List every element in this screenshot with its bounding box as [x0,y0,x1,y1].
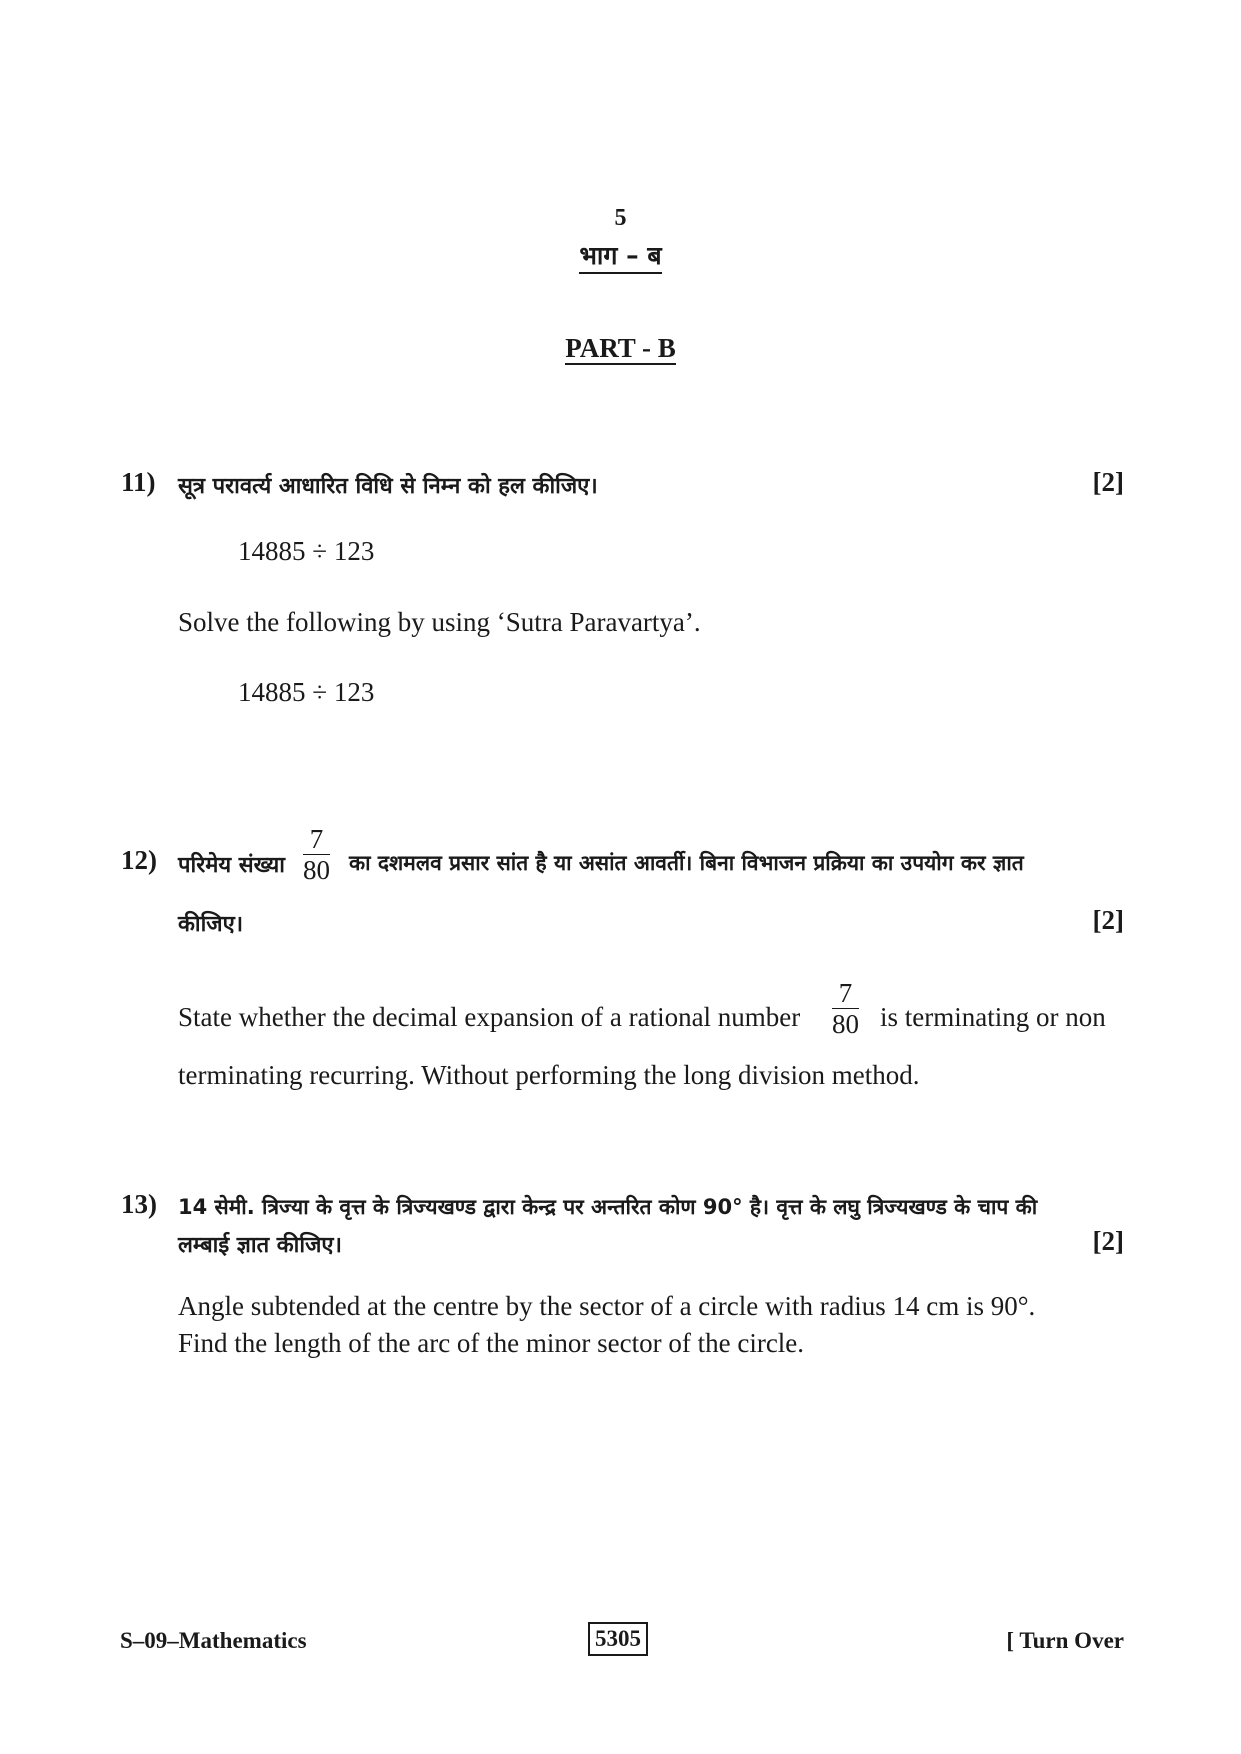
question-11-english: Solve the following by using ‘Sutra Paravartya’. [178,607,701,637]
footer-turn-over: [ Turn Over [1006,1628,1124,1653]
question-13-marks: [2] [1092,1226,1124,1256]
fraction-numerator: 7 [832,978,859,1009]
question-12-english-before: State whether the decimal expansion of a rational number [178,1002,801,1032]
page-number: 5 [614,205,627,231]
question-12-english-fraction [832,978,859,1039]
fraction-numerator: 7 [303,824,330,855]
question-11-number: 11) [121,467,156,497]
question-11-hindi: सूत्र परावर्त्य आधारित विधि से निम्न को हल कीजिए। [178,474,598,499]
question-12-hindi-fraction [303,824,330,885]
footer-subject: S–09–Mathematics [120,1628,307,1653]
question-11-expression-english: 14885 ÷ 123 [238,677,375,707]
question-12-hindi-line2: कीजिए। [178,912,244,937]
question-12-marks: [2] [1092,905,1124,935]
question-12-hindi-before: परिमेय संख्या [178,853,285,878]
question-12-english-line2: terminating recurring. Without performing the long division method. [178,1060,920,1090]
part-heading: PART - B [565,333,676,363]
question-13-number: 13) [121,1189,157,1219]
question-13-hindi-line1: 14 सेमी. त्रिज्या के वृत्त के त्रिज्यखण्ड द्वारा केन्द्र पर अन्तरित कोण 90° है। वृत्त के लघु त्रिज्यखण्ड के चाप की [178,1195,1038,1219]
question-12-number: 12) [121,845,157,875]
hindi-part-heading: भाग – ब [0,238,1241,272]
footer-paper-code: 5305 [588,1622,648,1656]
fraction-denominator: 80 [832,1009,859,1039]
question-13-english-line1: Angle subtended at the centre by the sector of a circle with radius 14 cm is 90°. [178,1291,1036,1321]
fraction-denominator: 80 [303,855,330,885]
question-12-english-after: is terminating or non [880,1002,1106,1032]
question-11-expression-hindi: 14885 ÷ 123 [238,536,375,566]
question-13-english-line2: Find the length of the arc of the minor sector of the circle. [178,1328,805,1358]
question-11-marks: [2] [1092,467,1124,497]
question-12-hindi-after: का दशमलव प्रसार सांत है या असांत आवर्ती। बिना विभाजन प्रक्रिया का उपयोग कर ज्ञात [349,851,1024,875]
question-13-hindi-line2: लम्बाई ज्ञात कीजिए। [178,1233,342,1258]
